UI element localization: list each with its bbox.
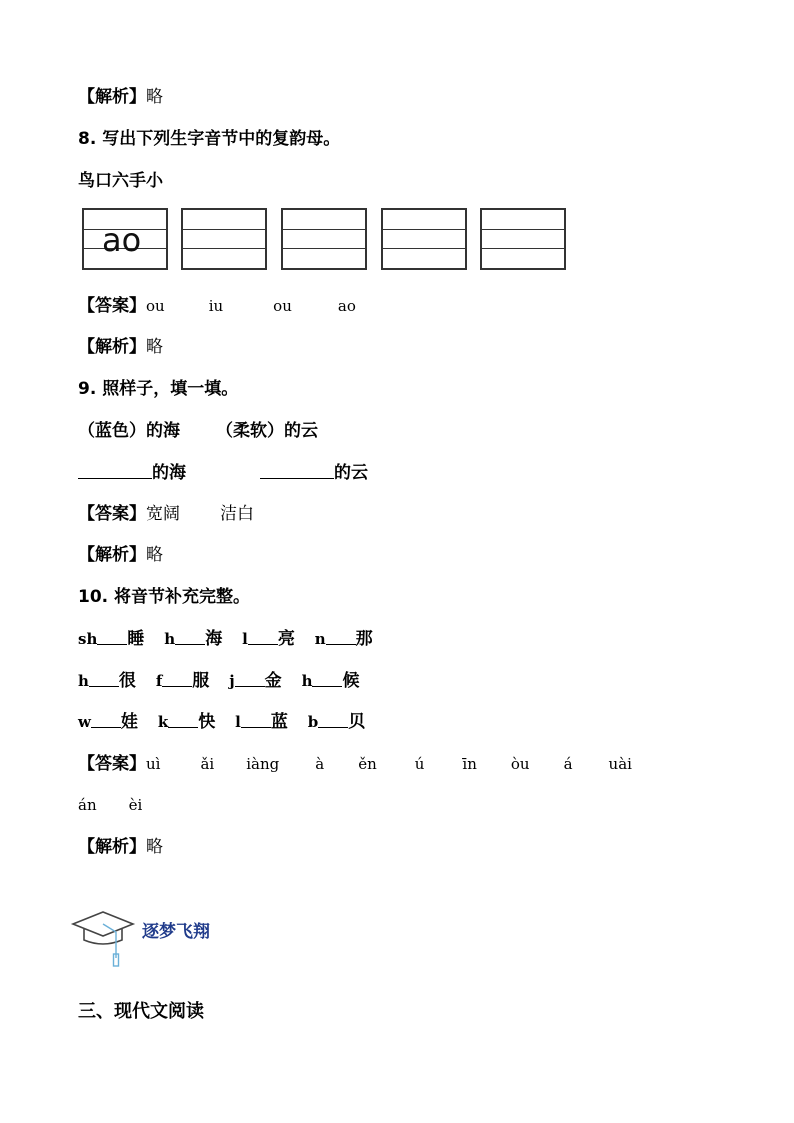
initial: l — [235, 713, 241, 731]
answer-label: 【答案】 — [78, 754, 146, 774]
fill-blank-1[interactable] — [78, 462, 152, 479]
section-3-heading: 三、现代文阅读 — [78, 1001, 204, 1022]
analysis-label: 【解析】 — [78, 87, 146, 107]
answer-item: ao — [337, 297, 356, 315]
answer-item: ǎi — [200, 755, 215, 773]
fill-blank-2[interactable] — [260, 462, 334, 479]
analysis-label: 【解析】 — [78, 837, 146, 857]
character: 候 — [342, 671, 360, 691]
character: 海 — [205, 629, 223, 649]
question-8-answer — [78, 295, 356, 317]
syllable-blank[interactable] — [168, 711, 198, 728]
initial: n — [314, 630, 326, 648]
character: 睡 — [127, 629, 145, 649]
initial: j — [229, 672, 235, 690]
analysis-label: 【解析】 — [78, 337, 146, 357]
question-9-answer — [78, 503, 254, 525]
analysis-text: 略 — [146, 87, 163, 107]
answer-item: án — [78, 796, 97, 814]
sample-answer: ao — [102, 221, 142, 259]
syllable-row-3 — [78, 711, 365, 733]
answer-label: 【答案】 — [78, 296, 146, 316]
character: 很 — [118, 671, 136, 691]
answer-item: iàng — [246, 755, 280, 773]
character: 贝 — [348, 712, 366, 732]
answer-item: á — [563, 755, 573, 773]
answer-item: īn — [462, 755, 477, 773]
character: 蓝 — [270, 712, 288, 732]
character: 亮 — [277, 629, 295, 649]
analysis-line — [78, 544, 163, 566]
initial: h — [78, 672, 89, 690]
answer-item: ěn — [358, 755, 377, 773]
answer-item: ou — [146, 297, 165, 315]
question-9-fill-line — [78, 462, 368, 484]
initial: sh — [78, 630, 98, 648]
analysis-text: 略 — [146, 837, 163, 857]
example-2: （柔软）的云 — [216, 421, 318, 441]
syllable-row-2 — [78, 670, 359, 692]
writing-box-4[interactable] — [381, 208, 467, 270]
fill-label-1: 的海 — [152, 463, 186, 483]
answer-item: ou — [273, 297, 292, 315]
answer-item: ú — [414, 755, 425, 773]
syllable-row-1 — [78, 628, 373, 650]
syllable-blank[interactable] — [318, 711, 348, 728]
syllable-blank[interactable] — [248, 628, 278, 645]
initial: h — [301, 672, 313, 690]
analysis-text: 略 — [146, 337, 163, 357]
answer-item: èi — [128, 796, 143, 814]
analysis-text: 略 — [146, 545, 163, 565]
initial: l — [242, 630, 248, 648]
syllable-blank[interactable] — [89, 670, 119, 687]
initial: h — [164, 630, 176, 648]
analysis-line — [78, 836, 163, 858]
fill-label-2: 的云 — [334, 463, 368, 483]
graduation-cap-icon — [70, 902, 136, 968]
character: 金 — [264, 671, 282, 691]
syllable-blank[interactable] — [241, 711, 271, 728]
initial: k — [157, 713, 169, 731]
character: 服 — [192, 671, 210, 691]
writing-box-3[interactable] — [281, 208, 367, 270]
question-8-characters: 鸟口六手小 — [78, 171, 163, 191]
syllable-blank[interactable] — [312, 670, 342, 687]
character: 快 — [198, 712, 216, 732]
question-10-answer-cont — [78, 794, 142, 816]
answer-item: òu — [510, 755, 530, 773]
question-9-examples — [78, 420, 318, 442]
answer-item: 洁白 — [220, 504, 254, 524]
syllable-blank[interactable] — [175, 628, 205, 645]
initial: f — [155, 672, 163, 690]
syllable-blank[interactable] — [235, 670, 265, 687]
character: 娃 — [120, 712, 138, 732]
analysis-label: 【解析】 — [78, 545, 146, 565]
initial: b — [307, 713, 319, 731]
character: 那 — [355, 629, 373, 649]
answer-item: à — [315, 755, 325, 773]
answer-item: 宽阔 — [146, 504, 180, 524]
example-1: （蓝色）的海 — [78, 421, 180, 441]
syllable-blank[interactable] — [162, 670, 192, 687]
answer-item: uì — [146, 755, 161, 773]
answer-item: uài — [608, 755, 632, 773]
answer-label: 【答案】 — [78, 504, 146, 524]
syllable-blank[interactable] — [91, 711, 121, 728]
question-10-answer — [78, 753, 632, 775]
analysis-line — [78, 86, 163, 108]
initial: w — [78, 713, 91, 731]
question-9-title: 9. 照样子，填一填。 — [78, 379, 239, 399]
section-banner-title: 逐梦飞翔 — [142, 922, 210, 942]
answer-item: iu — [208, 297, 224, 315]
syllable-blank[interactable] — [97, 628, 127, 645]
writing-box-1 — [82, 208, 168, 270]
writing-box-2[interactable] — [181, 208, 267, 270]
question-10-title: 10. 将音节补充完整。 — [78, 587, 251, 607]
syllable-blank[interactable] — [326, 628, 356, 645]
writing-box-5[interactable] — [480, 208, 566, 270]
analysis-line — [78, 336, 163, 358]
question-8-title: 8. 写出下列生字音节中的复韵母。 — [78, 129, 341, 149]
